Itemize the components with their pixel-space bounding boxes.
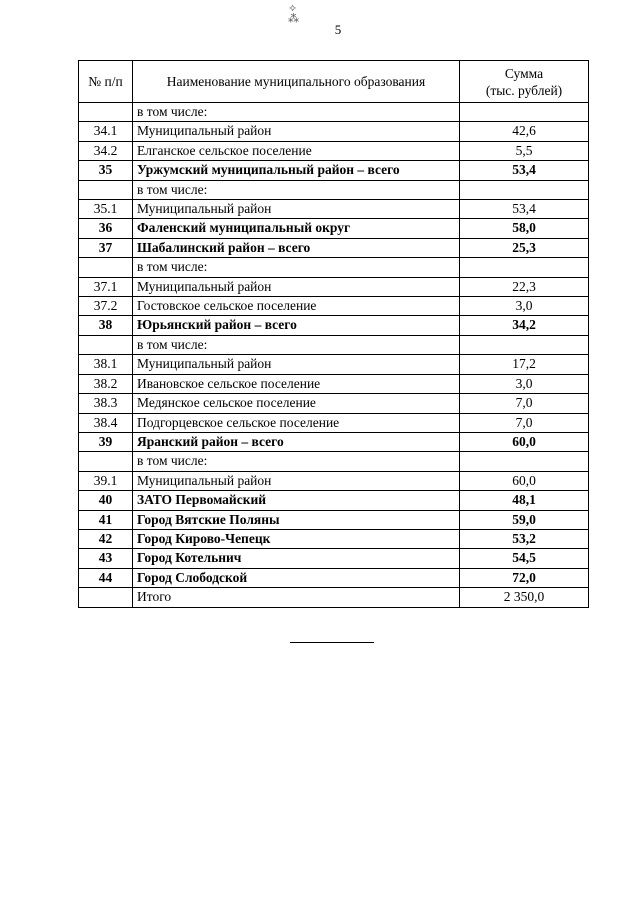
row-amount: 25,3 (460, 238, 589, 257)
row-name: Гостовское сельское поселение (133, 297, 460, 316)
header-sum-line1: Сумма (504, 65, 544, 81)
row-amount: 34,2 (460, 316, 589, 335)
row-name: Юрьянский район – всего (133, 316, 460, 335)
table-row (79, 258, 589, 277)
table-row (79, 432, 589, 451)
header-number: № п/п (79, 61, 133, 103)
table-row (79, 141, 589, 160)
row-amount: 53,4 (460, 161, 589, 180)
row-amount (460, 180, 589, 199)
row-number: 40 (79, 491, 133, 510)
row-amount: 22,3 (460, 277, 589, 296)
row-amount: 53,2 (460, 529, 589, 548)
table-row (79, 180, 589, 199)
row-number: 39.1 (79, 471, 133, 490)
row-amount: 7,0 (460, 413, 589, 432)
table-header-row (79, 61, 589, 103)
row-number: 38.4 (79, 413, 133, 432)
row-number: 36 (79, 219, 133, 238)
table-row (79, 413, 589, 432)
row-name: Город Кирово-Чепецк (133, 529, 460, 548)
header-sum-line2: (тыс. рублей) (485, 82, 563, 98)
table-row (79, 491, 589, 510)
row-number: 37.2 (79, 297, 133, 316)
row-name: Город Слободской (133, 568, 460, 587)
row-name: Яранский район – всего (133, 432, 460, 451)
row-number: 38.2 (79, 374, 133, 393)
table-row (79, 452, 589, 471)
row-name: Итого (133, 588, 460, 607)
table-row (79, 529, 589, 548)
table-row (79, 277, 589, 296)
row-amount: 5,5 (460, 141, 589, 160)
row-amount: 60,0 (460, 471, 589, 490)
table-row (79, 568, 589, 587)
row-number: 41 (79, 510, 133, 529)
header-name: Наименование муниципального образования (133, 61, 460, 103)
row-name: Город Котельнич (133, 549, 460, 568)
table-row (79, 238, 589, 257)
row-number: 35 (79, 161, 133, 180)
row-name: Уржумский муниципальный район – всего (133, 161, 460, 180)
row-name: Медянское сельское поселение (133, 394, 460, 413)
row-amount: 42,6 (460, 122, 589, 141)
table-row (79, 374, 589, 393)
row-name: в том числе: (133, 258, 460, 277)
row-number: 37.1 (79, 277, 133, 296)
row-number (79, 452, 133, 471)
row-number: 38.3 (79, 394, 133, 413)
table-row (79, 355, 589, 374)
row-number: 34.2 (79, 141, 133, 160)
table-row (79, 316, 589, 335)
row-amount: 54,5 (460, 549, 589, 568)
row-amount: 17,2 (460, 355, 589, 374)
row-name: Муниципальный район (133, 122, 460, 141)
row-amount (460, 452, 589, 471)
table-row (79, 549, 589, 568)
row-name: Муниципальный район (133, 355, 460, 374)
row-name: Фаленский муниципальный округ (133, 219, 460, 238)
row-name: Муниципальный район (133, 471, 460, 490)
row-number: 38.1 (79, 355, 133, 374)
row-amount: 48,1 (460, 491, 589, 510)
row-amount: 72,0 (460, 568, 589, 587)
table-row (79, 335, 589, 354)
row-name: Город Вятские Поляны (133, 510, 460, 529)
row-number: 35.1 (79, 200, 133, 219)
row-amount: 59,0 (460, 510, 589, 529)
row-name: в том числе: (133, 335, 460, 354)
row-number: 44 (79, 568, 133, 587)
row-amount: 7,0 (460, 394, 589, 413)
table-row (79, 200, 589, 219)
table-row (79, 588, 589, 607)
row-name: в том числе: (133, 103, 460, 122)
page-number: 5 (334, 22, 342, 37)
header-sum (460, 61, 589, 103)
table-row (79, 510, 589, 529)
table-row (79, 297, 589, 316)
table-row (79, 103, 589, 122)
row-number: 42 (79, 529, 133, 548)
row-amount: 3,0 (460, 374, 589, 393)
row-amount (460, 335, 589, 354)
row-name: ЗАТО Первомайский (133, 491, 460, 510)
row-name: в том числе: (133, 452, 460, 471)
row-amount (460, 103, 589, 122)
row-name: в том числе: (133, 180, 460, 199)
table-row (79, 471, 589, 490)
row-name: Елганское сельское поселение (133, 141, 460, 160)
row-amount: 2 350,0 (460, 588, 589, 607)
row-amount: 58,0 (460, 219, 589, 238)
row-name: Подгорцевское сельское поселение (133, 413, 460, 432)
table-row (79, 161, 589, 180)
row-amount: 53,4 (460, 200, 589, 219)
row-number (79, 588, 133, 607)
row-number (79, 180, 133, 199)
footer-rule (290, 642, 374, 643)
row-number: 39 (79, 432, 133, 451)
row-name: Шабалинский район – всего (133, 238, 460, 257)
row-amount: 3,0 (460, 297, 589, 316)
row-number (79, 258, 133, 277)
row-number: 34.1 (79, 122, 133, 141)
row-name: Муниципальный район (133, 277, 460, 296)
scan-artifact: ✧ ⁂ (288, 3, 299, 25)
row-number (79, 103, 133, 122)
row-number: 43 (79, 549, 133, 568)
row-name: Ивановское сельское поселение (133, 374, 460, 393)
table-row (79, 122, 589, 141)
row-number: 37 (79, 238, 133, 257)
row-number (79, 335, 133, 354)
row-amount: 60,0 (460, 432, 589, 451)
table-row (79, 219, 589, 238)
row-number: 38 (79, 316, 133, 335)
row-amount (460, 258, 589, 277)
budget-table (78, 60, 589, 608)
table-row (79, 394, 589, 413)
row-name: Муниципальный район (133, 200, 460, 219)
